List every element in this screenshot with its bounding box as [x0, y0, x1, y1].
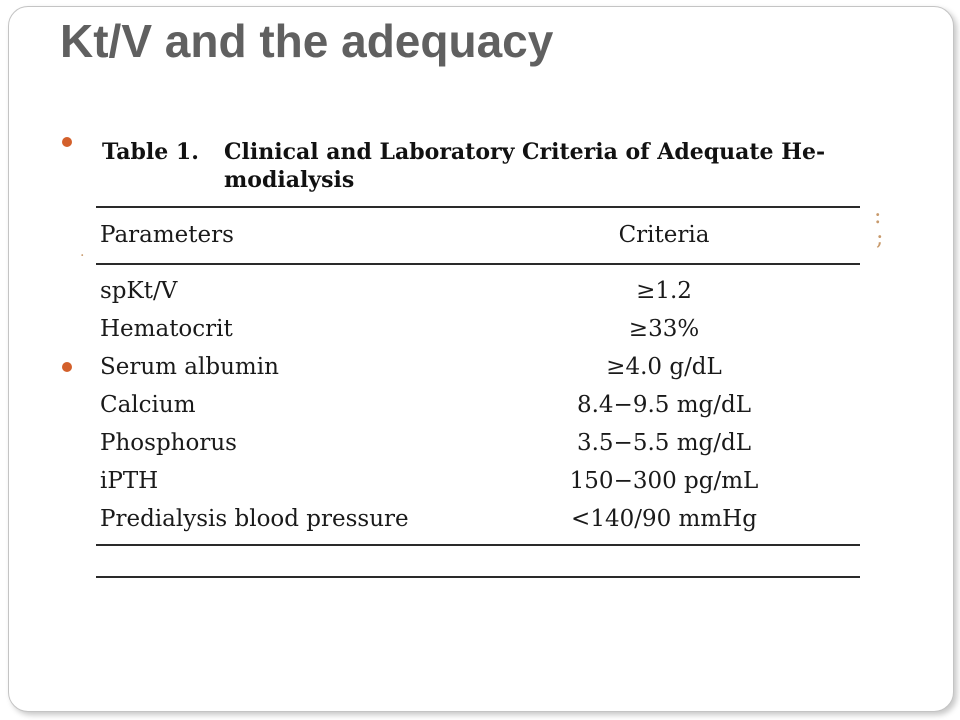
- table-caption-line-1: Clinical and Laboratory Criteria of Adequate He-: [224, 139, 826, 165]
- criteria-cell: 8.4−9.5 mg/dL: [576, 392, 752, 418]
- parameter-cell: Hematocrit: [100, 316, 233, 342]
- parameter-cell: Calcium: [100, 392, 196, 418]
- slide-title: Kt/V and the adequacy: [60, 15, 554, 67]
- column-header-criteria: Criteria: [618, 222, 710, 248]
- column-header-parameters: Parameters: [100, 222, 234, 248]
- table-bottom-rule: [96, 544, 860, 546]
- bullet-marker: [62, 362, 72, 372]
- parameter-cell: Phosphorus: [100, 430, 237, 456]
- criteria-table-image: [84, 130, 874, 600]
- table-header-rule: [96, 263, 860, 265]
- parameter-cell: Predialysis blood pressure: [100, 506, 409, 532]
- table-footer-rule: [96, 576, 860, 578]
- bullet-marker: [62, 137, 72, 147]
- table-caption: [102, 138, 825, 194]
- parameter-cell: spKt/V: [100, 278, 178, 304]
- criteria-cell: ≥1.2: [636, 278, 692, 304]
- partial-text-fragment: ;: [876, 226, 884, 251]
- table-caption-prefix: Table 1.: [102, 139, 199, 165]
- parameter-cell: iPTH: [100, 468, 159, 494]
- criteria-cell: 3.5−5.5 mg/dL: [576, 430, 752, 456]
- parameter-cell: Serum albumin: [100, 354, 279, 380]
- table-caption-line-2: modialysis: [224, 167, 355, 193]
- criteria-cell: ≥4.0 g/dL: [606, 354, 722, 380]
- partial-text-fragment: .: [80, 244, 85, 260]
- criteria-cell: <140/90 mmHg: [571, 506, 757, 532]
- criteria-cell: ≥33%: [628, 316, 700, 342]
- table-top-rule: [96, 206, 860, 208]
- criteria-cell: 150−300 pg/mL: [569, 468, 759, 494]
- partial-text-fragment: :: [874, 204, 882, 229]
